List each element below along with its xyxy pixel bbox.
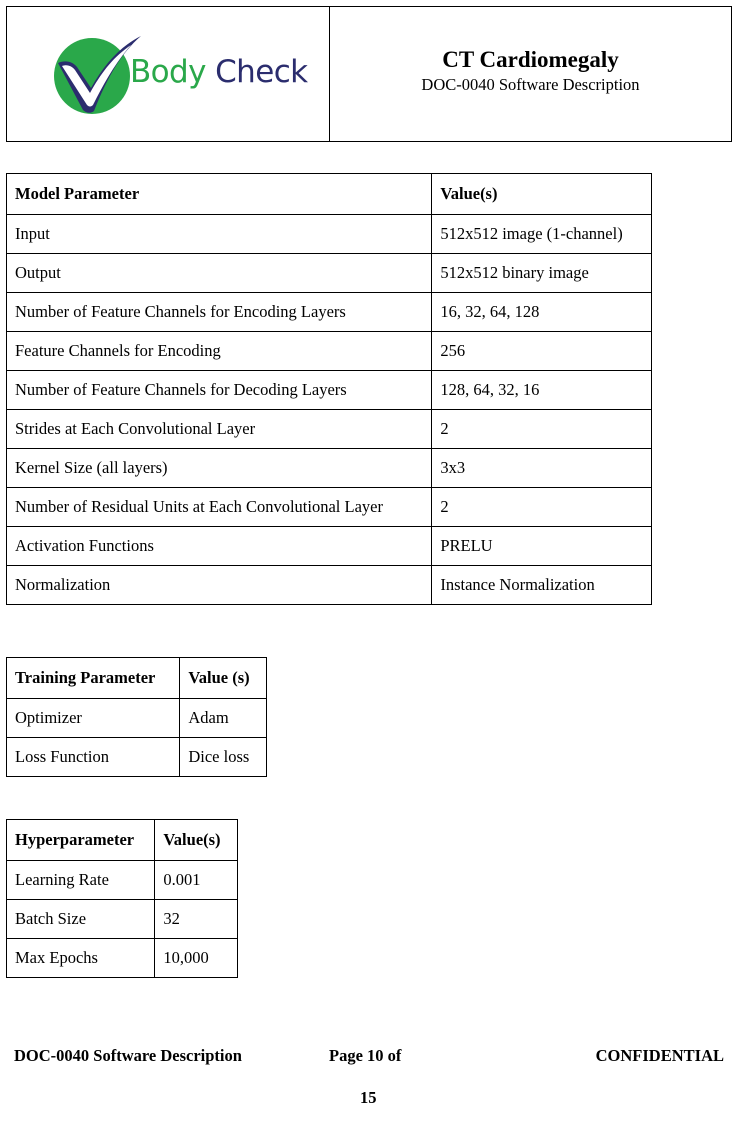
parameter-cell: Feature Channels for Encoding [7,332,432,371]
parameter-cell: Loss Function [7,738,180,777]
value-cell: PRELU [432,527,652,566]
parameter-cell: Number of Feature Channels for Decoding Layers [7,371,432,410]
table-row [7,254,652,293]
parameter-cell: Normalization [7,566,432,605]
parameter-cell: Activation Functions [7,527,432,566]
value-cell: 10,000 [155,939,238,978]
table-row [7,332,652,371]
table-row [7,215,652,254]
value-cell: 512x512 binary image [432,254,652,293]
parameter-cell: Strides at Each Convolutional Layer [7,410,432,449]
table-row [7,488,652,527]
hyperparameter-table [6,819,238,978]
table-row [7,939,238,978]
parameter-cell: Optimizer [7,699,180,738]
table-row [7,900,238,939]
document-title: CT Cardiomegaly [442,47,619,73]
header-cell-parameter: Model Parameter [7,174,432,215]
header-cell-parameter: Hyperparameter [7,820,155,861]
value-cell: 3x3 [432,449,652,488]
table-header-row [7,174,652,215]
parameter-cell: Batch Size [7,900,155,939]
value-cell: Instance Normalization [432,566,652,605]
table-row [7,449,652,488]
value-cell: 256 [432,332,652,371]
value-cell: 32 [155,900,238,939]
header-cell-value: Value(s) [432,174,652,215]
value-cell: 128, 64, 32, 16 [432,371,652,410]
document-header [6,6,732,142]
table-row [7,371,652,410]
header-cell-value: Value(s) [155,820,238,861]
logo-word-check: Check [215,54,308,90]
header-cell-value: Value (s) [180,658,267,699]
logo-word-body: Body [130,54,206,90]
value-cell: 16, 32, 64, 128 [432,293,652,332]
title-cell [330,7,731,141]
value-cell: 2 [432,410,652,449]
footer-doc-label: DOC-0040 Software Description [14,1046,242,1065]
value-cell: 0.001 [155,861,238,900]
footer-page-label: Page 10 of [329,1046,402,1065]
value-cell: Adam [180,699,267,738]
parameter-cell: Input [7,215,432,254]
footer-page-total: 15 [360,1088,377,1107]
value-cell: 512x512 image (1-channel) [432,215,652,254]
logo-cell [7,7,330,141]
table-row [7,738,267,777]
table-row [7,410,652,449]
table-row [7,699,267,738]
parameter-cell: Learning Rate [7,861,155,900]
header-cell-parameter: Training Parameter [7,658,180,699]
table-row [7,566,652,605]
table-row [7,293,652,332]
table-header-row [7,820,238,861]
value-cell: 2 [432,488,652,527]
footer-confidential: CONFIDENTIAL [595,1046,724,1065]
value-cell: Dice loss [180,738,267,777]
table-row [7,861,238,900]
training-parameter-table [6,657,267,777]
model-parameter-table [6,173,652,605]
document-subtitle: DOC-0040 Software Description [421,74,640,94]
parameter-cell: Kernel Size (all layers) [7,449,432,488]
parameter-cell: Number of Feature Channels for Encoding Layers [7,293,432,332]
parameter-cell: Number of Residual Units at Each Convolutional Layer [7,488,432,527]
table-header-row [7,658,267,699]
table-row [7,527,652,566]
logo-wordmark [130,54,308,90]
parameter-cell: Output [7,254,432,293]
parameter-cell: Max Epochs [7,939,155,978]
